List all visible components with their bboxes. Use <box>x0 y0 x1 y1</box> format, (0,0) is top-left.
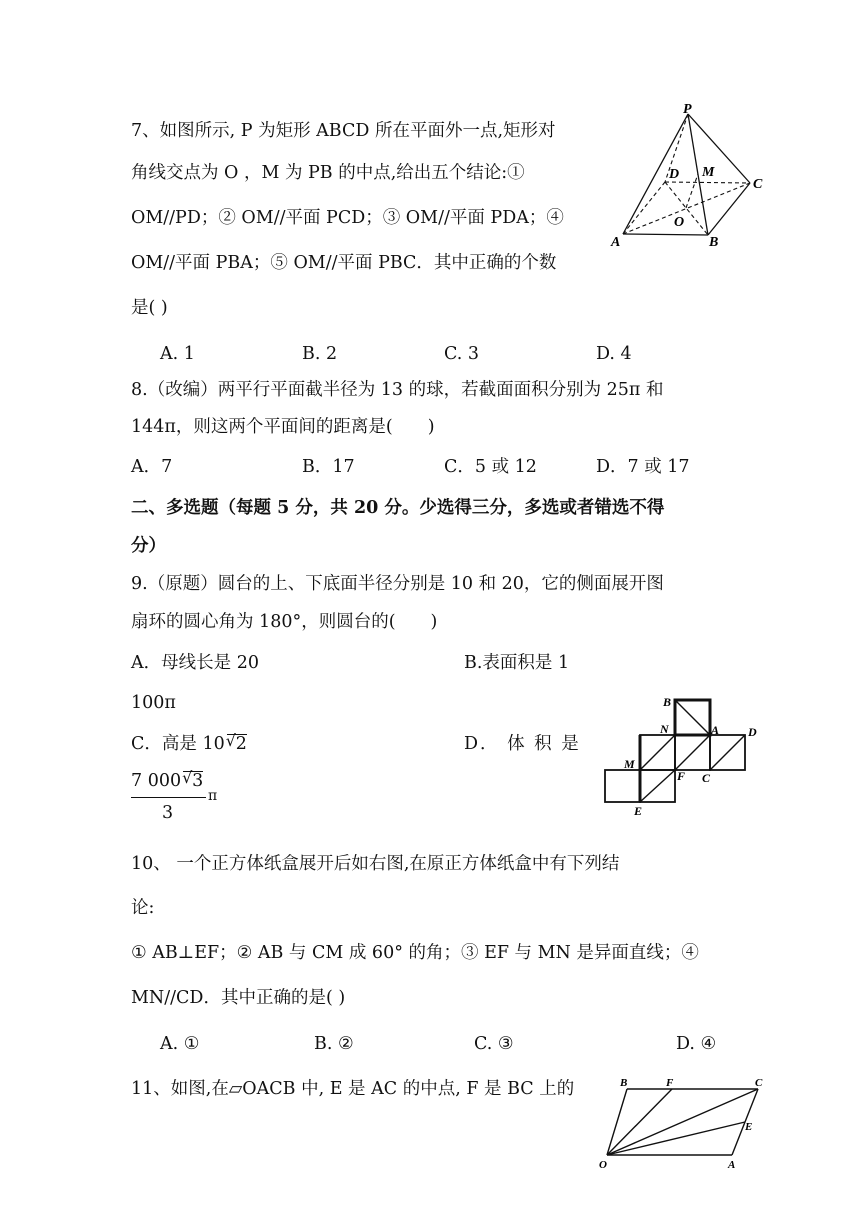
q9-line-2: 扇环的圆心角为 180°，则圆台的( ) <box>131 612 438 632</box>
q8-option-d: D．7 或 17 <box>596 457 690 477</box>
fraction-pi: π <box>208 788 218 804</box>
q7-line-2: 角线交点为 O ，M 为 PB 的中点,给出五个结论:① <box>131 163 525 183</box>
q10-option-b: B. ② <box>314 1034 354 1054</box>
cube-label-a: A <box>711 723 720 737</box>
cube-label-e: E <box>634 804 643 818</box>
pyramid-label-a: A <box>611 235 621 250</box>
cube-label-f: F <box>677 769 686 783</box>
parallelogram-label-a: A <box>728 1159 736 1171</box>
cube-label-m: M <box>624 757 635 771</box>
q9-option-b-cont: 100π <box>131 693 176 713</box>
q7-option-d: D. 4 <box>596 344 632 364</box>
fraction-denominator: 3 <box>162 803 174 823</box>
section-heading-line-2: 分） <box>131 536 166 556</box>
q10-line-4: MN//CD．其中正确的是( ) <box>131 988 346 1008</box>
q11-line-1: 11、如图,在▱OACB 中, E 是 AC 的中点, F 是 BC 上的 <box>131 1079 575 1099</box>
q8-option-c: C．5 或 12 <box>444 457 537 477</box>
q10-option-c: C. ③ <box>474 1034 514 1054</box>
pyramid-label-p: P <box>683 102 692 117</box>
cube-label-n: N <box>660 722 669 736</box>
parallelogram-label-b: B <box>620 1077 628 1089</box>
q9-option-c-radicand: 2 <box>235 734 247 754</box>
q9-option-b: B.表面积是 1 <box>464 653 570 673</box>
q7-line-3: OM//PD；② OM//平面 PCD；③ OM//平面 PDA；④ <box>131 208 564 228</box>
fraction-numerator: 7 000 <box>131 771 182 791</box>
cube-label-b: B <box>663 695 672 709</box>
parallelogram-label-f: F <box>666 1077 674 1089</box>
cube-label-c: C <box>702 771 711 785</box>
q8-line-1: 8.（改编）两平行平面截半径为 13 的球，若截面面积分别为 25π 和 <box>131 380 664 400</box>
q9-option-c-prefix: C．高是 10 <box>131 734 225 754</box>
parallelogram-label-c: C <box>755 1077 763 1089</box>
q10-line-2: 论: <box>131 898 155 918</box>
section-heading-line-1: 二、多选题（每题 5 分，共 20 分。少选得三分，多选或者错选不得 <box>131 498 665 518</box>
q8-option-b: B．17 <box>302 457 355 477</box>
q7-option-a: A. 1 <box>160 344 195 364</box>
fraction-bar <box>131 797 206 798</box>
q9-option-c <box>131 733 247 755</box>
q7-line-5: 是( ) <box>131 298 168 318</box>
q8-option-a: A．7 <box>131 457 173 477</box>
pyramid-label-o: O <box>674 215 685 230</box>
q10-option-d: D. ④ <box>676 1034 717 1054</box>
pyramid-label-b: B <box>709 235 719 250</box>
sqrt-symbol: √ 3 <box>182 768 204 791</box>
q9-option-a: A．母线长是 20 <box>131 653 259 673</box>
pyramid-label-c: C <box>753 177 763 192</box>
cube-label-d: D <box>748 725 757 739</box>
parallelogram-label-o: O <box>599 1159 607 1171</box>
q8-line-2: 144π，则这两个平面间的距离是( ) <box>131 417 435 437</box>
fraction-numerator-radicand: 3 <box>192 771 204 791</box>
q7-option-b: B. 2 <box>302 344 338 364</box>
sqrt-symbol: √ 2 <box>225 731 247 754</box>
cube-net-figure <box>600 690 765 820</box>
q9-line-1: 9.（原题）圆台的上、下底面半径分别是 10 和 20，它的侧面展开图 <box>131 574 664 594</box>
q7-line-4: OM//平面 PBA；⑤ OM//平面 PBC．其中正确的个数 <box>131 253 557 273</box>
q7-option-c: C. 3 <box>444 344 480 364</box>
q7-line-1: 7、如图所示, P 为矩形 ABCD 所在平面外一点,矩形对 <box>131 121 556 141</box>
pyramid-label-m: M <box>702 165 715 180</box>
q10-option-a: A. ① <box>160 1034 200 1054</box>
pyramid-label-d: D <box>669 167 680 182</box>
q10-line-1: 10、 一个正方体纸盒展开后如右图,在原正方体纸盒中有下列结 <box>131 854 620 874</box>
parallelogram-label-e: E <box>745 1121 753 1133</box>
pyramid-figure <box>605 98 775 258</box>
q9-option-d: D． 体 积 是 <box>464 734 581 754</box>
q10-line-3: ① AB⊥EF；② AB 与 CM 成 60° 的角；③ EF 与 MN 是异面直线；④ <box>131 943 699 963</box>
parallelogram-figure <box>595 1074 775 1174</box>
